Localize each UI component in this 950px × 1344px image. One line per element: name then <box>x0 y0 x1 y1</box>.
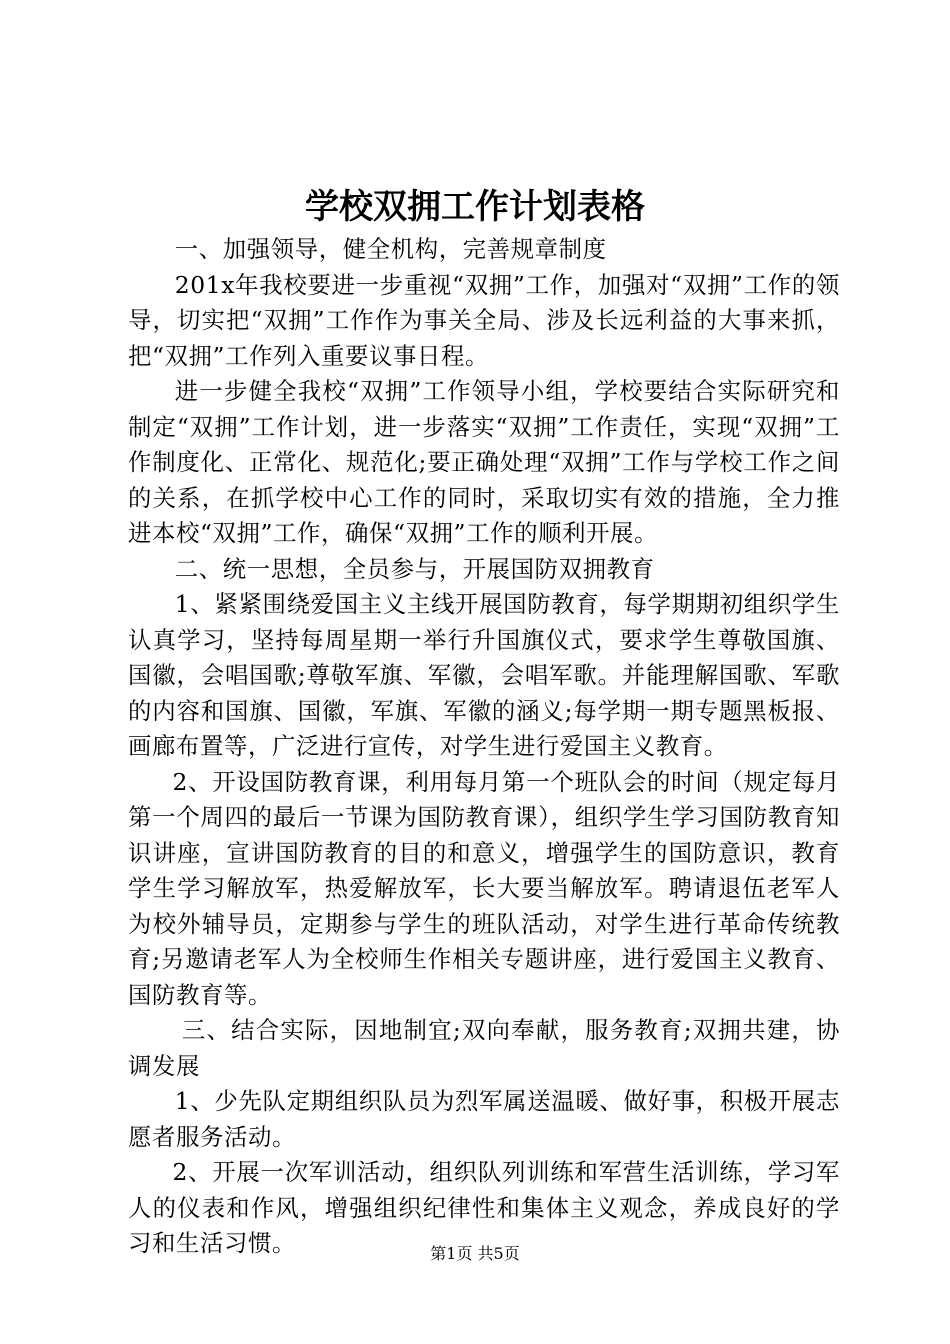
section-heading-1: 一、加强领导，健全机构，完善规章制度 <box>174 235 607 263</box>
page-footer: 第1页 共5页 <box>430 1244 520 1263</box>
document-title: 学校双拥工作计划表格 <box>305 187 645 227</box>
paragraph: 201x年我校要进一步重视“双拥”工作，加强对“双拥”工作的领导，切实把“双拥”工作作为事关全局、涉及长远利益的大事来抓，把“双拥”工作列入重要议事日程。 <box>128 270 840 370</box>
paragraph: 2、开设国防教育课，利用每月第一个班队会的时间（规定每月第一个周四的最后一节课为国防教育课），组织学生学习国防教育知识讲座，宣讲国防教育的目的和意义，增强学生的国防意识，教育学生学习解放军，热爱解放军，长大要当解放军。聘请退伍老军人为校外辅导员，定期参与学生的班队活动，对学生进行革命传统教育;另邀请老军人为全校师生作相关专题讲座，进行爱国主义教育、国防教育等。 <box>128 767 840 1009</box>
paragraph: 1、紧紧围绕爱国主义主线开展国防教育，每学期期初组织学生认真学习，坚持每周星期一举行升国旗仪式，要求学生尊敬国旗、国徽，会唱国歌;尊敬军旗、军徽，会唱军歌。并能理解国歌、军歌的内容和国旗、国徽，军旗、军徽的涵义;每学期一期专题黑板报、画廊布置等，广泛进行宣传，对学生进行爱国主义教育。 <box>128 590 840 760</box>
section-heading-2: 二、统一思想，全员参与，开展国防双拥教育 <box>174 554 655 583</box>
document-body <box>128 232 840 1262</box>
paragraph: 进一步健全我校“双拥”工作领导小组，学校要结合实际研究和制定“双拥”工作计划，进一步落实“双拥”工作责任，实现“双拥”工作制度化、正常化、规范化;要正确处理“双拥”工作与学校工作之间的关系，在抓学校中心工作的同时，采取切实有效的措施，全力推进本校“双拥”工作，确保“双拥”工作的顺利开展。 <box>128 377 840 547</box>
section-heading-3: 三、结合实际，因地制宜;双向奉献，服务教育;双拥共建，协调发展 <box>128 1016 840 1080</box>
paragraph: 2、开展一次军训活动，组织队列训练和军营生活训练，学习军人的仪表和作风，增强组织纪律性和集体主义观念，养成良好的学习和生活习惯。 <box>128 1158 840 1257</box>
paragraph: 1、少先队定期组织队员为烈军属送温暖、做好事，积极开展志愿者服务活动。 <box>128 1087 840 1151</box>
